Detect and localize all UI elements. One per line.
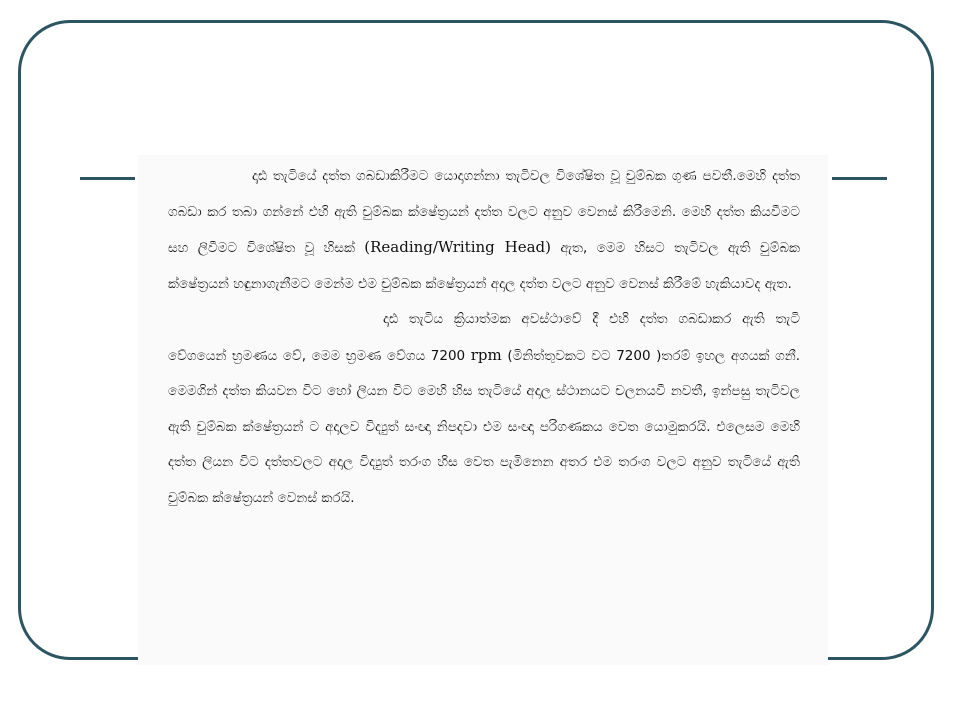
paragraph-2-text-a: දෘඪ තැටිය ක්‍රියාත්මක අවස්ථාවේ දී එහි දත්ත ගබඩාකර ඇති තැටි වේගයෙන් භ්‍රමණය වේ, මෙම භ්‍රමණ වේගය 7200 xyxy=(168,311,800,364)
paragraph-1-text-a: දෘඪ තැටියේ දත්ත ගබඩාකිරීමට යොදාගන්නා තැටිවල විශේෂිත වූ චුම්බක ගුණ පවතී.මෙහි දත්ත ගබඩා කර තබා ගන්නේ එහි ඇති චුම්බක ක්ෂේත්‍රයන් දත්ත වලට අනුව වෙනස් කිරීමෙනි. මෙහි දත්ත කියවීමට සහ ලිවීමට විශේෂිත වූ හිසක් xyxy=(168,168,800,256)
paragraph-1 xyxy=(168,159,800,302)
paragraph-2 xyxy=(168,302,800,516)
left-divider-line xyxy=(80,177,135,180)
right-divider-line xyxy=(832,177,887,180)
slide-body-text xyxy=(168,159,800,516)
reading-writing-head-term: (Reading/Writing Head) xyxy=(364,238,551,256)
paragraph-2-text-b: (මිනිත්තුවකට වට 7200 )තරම් ඉහල අගයක් ගනී. මෙමගින් දත්ත කියවන විට හෝ ලියන විට මෙහි හිස තැටියේ අදාල ස්ථානයට චලනයවී නවතී, ඉන්පසු තැටිවල ඇති චුම්බක ක්ෂේත්‍රයන් ට අදාලව විද්‍යුත් සංඥා නිපදවා එම සංඥා පරිගණකය වෙත යොමුකරයි. එලෙසම මෙහි දත්ත ලියන විට දත්තවලට අදාල විද්‍යුත් තරංග හිස වෙත පැමිනෙන අතර එම තරංග වලට අනුව තැටියේ ඇති චුම්බක ක්ෂේත්‍රයන් වෙනස් කරයි. xyxy=(168,347,800,506)
paragraph-1-text-b: ඇත, මෙම හිසට තැටිවල ඇති චුම්බක ක්ෂේත්‍රයන් හඳුනාගැනීමට මෙන්ම එම චුම්බක ක්ෂේත්‍රයන් අදාල දත්ත වලට අනුව වෙනස් කිරීමේ හැකියාවද ඇත. xyxy=(168,240,800,292)
rpm-term: rpm xyxy=(470,345,502,364)
